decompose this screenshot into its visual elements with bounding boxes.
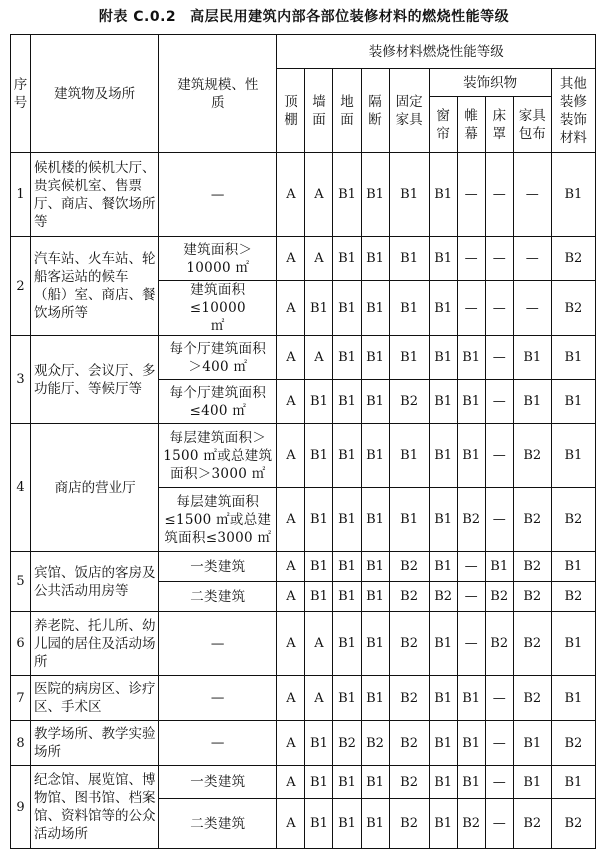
rating-cell: B1 xyxy=(457,721,485,766)
rating-cell: B1 xyxy=(333,336,361,380)
header-scale: 建筑规模、性质 xyxy=(159,35,277,153)
rating-cell: B1 xyxy=(513,721,551,766)
rating-cell: B1 xyxy=(333,281,361,336)
rating-cell: B1 xyxy=(333,799,361,849)
rating-cell: B2 xyxy=(513,799,551,849)
rating-cell: B1 xyxy=(457,424,485,488)
rating-cell: A xyxy=(277,281,305,336)
rating-cell: B1 xyxy=(305,766,333,799)
rating-cell: A xyxy=(277,424,305,488)
building-name: 观众厅、会议厅、多功能厅、等候厅等 xyxy=(31,336,159,424)
rating-cell: B1 xyxy=(361,612,389,676)
rating-cell: A xyxy=(277,237,305,281)
rating-cell: — xyxy=(485,766,513,799)
rating-cell: B1 xyxy=(333,582,361,612)
header-floor: 地面 xyxy=(333,69,361,153)
rating-cell: B1 xyxy=(551,336,595,380)
rating-cell: B2 xyxy=(429,582,457,612)
rating-cell: B1 xyxy=(429,380,457,424)
rating-cell: B1 xyxy=(333,153,361,237)
rating-cell: B2 xyxy=(551,799,595,849)
row-number: 6 xyxy=(11,612,31,676)
rating-cell: A xyxy=(305,336,333,380)
rating-cell: B1 xyxy=(361,488,389,552)
scale-cell: 每层建筑面积≤1500 ㎡或总建筑面积≤3000 ㎡ xyxy=(159,488,277,552)
table-row xyxy=(11,612,596,676)
rating-cell: B1 xyxy=(429,153,457,237)
rating-cell: A xyxy=(277,153,305,237)
header-building: 建筑物及场所 xyxy=(31,35,159,153)
scale-cell: — xyxy=(159,676,277,721)
row-number: 9 xyxy=(11,766,31,849)
scale-cell: 每层建筑面积＞1500 ㎡或总建筑面积＞3000 ㎡ xyxy=(159,424,277,488)
rating-cell: B1 xyxy=(305,799,333,849)
rating-cell: — xyxy=(485,799,513,849)
header-other: 其他装修装饰材料 xyxy=(551,69,595,153)
rating-cell: B1 xyxy=(389,488,429,552)
rating-cell: B1 xyxy=(305,281,333,336)
rating-cell: B1 xyxy=(485,552,513,582)
header-partition: 隔断 xyxy=(361,69,389,153)
building-name: 教学场所、教学实验场所 xyxy=(31,721,159,766)
rating-cell: B1 xyxy=(361,799,389,849)
rating-cell: B1 xyxy=(389,336,429,380)
header-fixed-furniture: 固定家具 xyxy=(389,69,429,153)
rating-cell: — xyxy=(513,237,551,281)
rating-cell: A xyxy=(277,676,305,721)
scale-cell: 一类建筑 xyxy=(159,552,277,582)
building-name: 汽车站、火车站、轮船客运站的候车（船）室、商店、餐饮场所等 xyxy=(31,237,159,336)
rating-cell: B1 xyxy=(429,612,457,676)
rating-cell: B1 xyxy=(305,721,333,766)
table-row xyxy=(11,424,596,488)
rating-cell: B1 xyxy=(361,153,389,237)
rating-cell: B1 xyxy=(513,380,551,424)
rating-cell: A xyxy=(305,237,333,281)
rating-cell: B1 xyxy=(333,766,361,799)
table-row xyxy=(11,676,596,721)
rating-cell: A xyxy=(277,766,305,799)
row-number: 7 xyxy=(11,676,31,721)
rating-cell: B2 xyxy=(361,721,389,766)
rating-cell: B1 xyxy=(457,380,485,424)
rating-cell: A xyxy=(277,721,305,766)
rating-cell: A xyxy=(277,552,305,582)
rating-cell: B1 xyxy=(389,424,429,488)
rating-cell: A xyxy=(305,676,333,721)
header-seq: 序号 xyxy=(11,35,31,153)
rating-cell: B2 xyxy=(485,612,513,676)
rating-cell: B2 xyxy=(389,799,429,849)
table-id: 附表 C.0.2 xyxy=(98,9,177,25)
rating-cell: B1 xyxy=(429,721,457,766)
rating-cell: B1 xyxy=(457,336,485,380)
rating-cell: B1 xyxy=(361,676,389,721)
rating-cell: B1 xyxy=(429,336,457,380)
rating-cell: B1 xyxy=(429,676,457,721)
table-title: 高层民用建筑内部各部位装修材料的燃烧性能等级 xyxy=(190,9,510,25)
scale-cell: 二类建筑 xyxy=(159,582,277,612)
rating-cell: B1 xyxy=(333,676,361,721)
scale-cell: — xyxy=(159,721,277,766)
rating-cell: B1 xyxy=(305,488,333,552)
rating-cell: B1 xyxy=(429,424,457,488)
rating-cell: B1 xyxy=(551,424,595,488)
building-name: 候机楼的候机大厅、贵宾候机室、售票厅、商店、餐饮场所等 xyxy=(31,153,159,237)
rating-cell: B1 xyxy=(551,153,595,237)
rating-cell: B1 xyxy=(333,424,361,488)
rating-cell: — xyxy=(513,281,551,336)
rating-cell: B2 xyxy=(457,488,485,552)
rating-cell: B1 xyxy=(429,281,457,336)
rating-cell: B1 xyxy=(361,424,389,488)
rating-cell: B2 xyxy=(389,380,429,424)
rating-cell: B2 xyxy=(389,766,429,799)
rating-cell: — xyxy=(485,488,513,552)
rating-cell: B2 xyxy=(389,612,429,676)
header-textiles: 装饰织物 xyxy=(429,69,551,97)
rating-cell: B1 xyxy=(551,612,595,676)
rating-cell: B1 xyxy=(457,766,485,799)
rating-cell: B2 xyxy=(389,676,429,721)
rating-cell: — xyxy=(485,336,513,380)
rating-cell: — xyxy=(513,153,551,237)
rating-cell: A xyxy=(277,582,305,612)
rating-cell: A xyxy=(277,488,305,552)
rating-cell: B1 xyxy=(551,552,595,582)
rating-cell: — xyxy=(457,582,485,612)
rating-cell: B1 xyxy=(305,424,333,488)
header-furniture-cover: 家具包布 xyxy=(513,97,551,153)
rating-cell: — xyxy=(457,153,485,237)
rating-cell: B2 xyxy=(457,799,485,849)
header-curtain: 窗帘 xyxy=(429,97,457,153)
rating-cell: B1 xyxy=(361,552,389,582)
rating-cell: B1 xyxy=(361,336,389,380)
building-name: 宾馆、饭店的客房及公共活动用房等 xyxy=(31,552,159,612)
rating-cell: B1 xyxy=(333,380,361,424)
rating-cell: — xyxy=(457,281,485,336)
rating-cell: B1 xyxy=(389,153,429,237)
table-row xyxy=(11,237,596,281)
rating-cell: B2 xyxy=(389,721,429,766)
rating-cell: B1 xyxy=(429,488,457,552)
rating-cell: B1 xyxy=(361,237,389,281)
rating-cell: B1 xyxy=(361,380,389,424)
rating-cell: A xyxy=(305,612,333,676)
rating-cell: B2 xyxy=(551,582,595,612)
header-rating-group: 装修材料燃烧性能等级 xyxy=(277,35,596,69)
rating-cell: B2 xyxy=(513,488,551,552)
rating-cell: B1 xyxy=(333,488,361,552)
rating-cell: A xyxy=(277,380,305,424)
building-name: 养老院、托儿所、幼儿园的居住及活动场所 xyxy=(31,612,159,676)
row-number: 8 xyxy=(11,721,31,766)
scale-cell: 二类建筑 xyxy=(159,799,277,849)
row-number: 5 xyxy=(11,552,31,612)
rating-cell: B1 xyxy=(457,676,485,721)
scale-cell: 建筑面积＞10000 ㎡ xyxy=(159,237,277,281)
rating-cell: B2 xyxy=(389,582,429,612)
building-name: 商店的营业厅 xyxy=(31,424,159,552)
header-ceiling: 顶棚 xyxy=(277,69,305,153)
rating-cell: — xyxy=(485,153,513,237)
rating-cell: — xyxy=(485,676,513,721)
rating-cell: B2 xyxy=(485,582,513,612)
rating-cell: B1 xyxy=(513,336,551,380)
building-name: 医院的病房区、诊疗区、手术区 xyxy=(31,676,159,721)
rating-cell: B1 xyxy=(305,552,333,582)
rating-cell: B1 xyxy=(389,237,429,281)
scale-cell: 每个厅建筑面积＞400 ㎡ xyxy=(159,336,277,380)
building-name: 纪念馆、展览馆、博物馆、图书馆、档案馆、资料馆等的公众活动场所 xyxy=(31,766,159,849)
rating-cell: B2 xyxy=(513,424,551,488)
scale-cell: 每个厅建筑面积≤400 ㎡ xyxy=(159,380,277,424)
rating-cell: B1 xyxy=(551,676,595,721)
rating-cell: A xyxy=(277,799,305,849)
rating-cell: B2 xyxy=(551,721,595,766)
rating-cell: B1 xyxy=(361,582,389,612)
scale-cell: — xyxy=(159,612,277,676)
rating-cell: B1 xyxy=(333,612,361,676)
rating-cell: — xyxy=(485,721,513,766)
rating-cell: B1 xyxy=(513,766,551,799)
row-number: 4 xyxy=(11,424,31,552)
fire-rating-table xyxy=(10,34,596,849)
scale-cell: 一类建筑 xyxy=(159,766,277,799)
table-row xyxy=(11,766,596,799)
rating-cell: B1 xyxy=(333,237,361,281)
table-row xyxy=(11,552,596,582)
header-bedcover: 床罩 xyxy=(485,97,513,153)
scale-cell: — xyxy=(159,153,277,237)
table-row xyxy=(11,153,596,237)
rating-cell: B2 xyxy=(513,612,551,676)
rating-cell: — xyxy=(485,380,513,424)
rating-cell: — xyxy=(485,237,513,281)
rating-cell: B2 xyxy=(513,582,551,612)
table-body xyxy=(11,153,596,849)
rating-cell: — xyxy=(485,281,513,336)
rating-cell: B1 xyxy=(305,380,333,424)
rating-cell: B1 xyxy=(361,281,389,336)
header-wall: 墙面 xyxy=(305,69,333,153)
rating-cell: — xyxy=(485,424,513,488)
rating-cell: B1 xyxy=(429,766,457,799)
rating-cell: B1 xyxy=(429,799,457,849)
rating-cell: B1 xyxy=(333,552,361,582)
rating-cell: — xyxy=(457,237,485,281)
rating-cell: A xyxy=(305,153,333,237)
rating-cell: B1 xyxy=(389,281,429,336)
rating-cell: B2 xyxy=(513,552,551,582)
rating-cell: — xyxy=(457,612,485,676)
table-caption xyxy=(0,6,608,26)
rating-cell: B2 xyxy=(513,676,551,721)
row-number: 1 xyxy=(11,153,31,237)
rating-cell: B1 xyxy=(305,582,333,612)
table-row xyxy=(11,336,596,380)
header-drapery: 帷幕 xyxy=(457,97,485,153)
rating-cell: B1 xyxy=(551,766,595,799)
rating-cell: B1 xyxy=(361,766,389,799)
table-header xyxy=(11,35,596,153)
rating-cell: — xyxy=(457,552,485,582)
scale-cell: 建筑面积≤10000 ㎡ xyxy=(159,281,277,336)
rating-cell: B1 xyxy=(429,552,457,582)
rating-cell: B2 xyxy=(333,721,361,766)
rating-cell: B2 xyxy=(389,552,429,582)
rating-cell: B2 xyxy=(551,237,595,281)
rating-cell: B1 xyxy=(551,380,595,424)
rating-cell: B1 xyxy=(429,237,457,281)
row-number: 3 xyxy=(11,336,31,424)
rating-cell: A xyxy=(277,612,305,676)
table-row xyxy=(11,721,596,766)
rating-cell: A xyxy=(277,336,305,380)
rating-cell: B2 xyxy=(551,281,595,336)
row-number: 2 xyxy=(11,237,31,336)
rating-cell: B2 xyxy=(551,488,595,552)
